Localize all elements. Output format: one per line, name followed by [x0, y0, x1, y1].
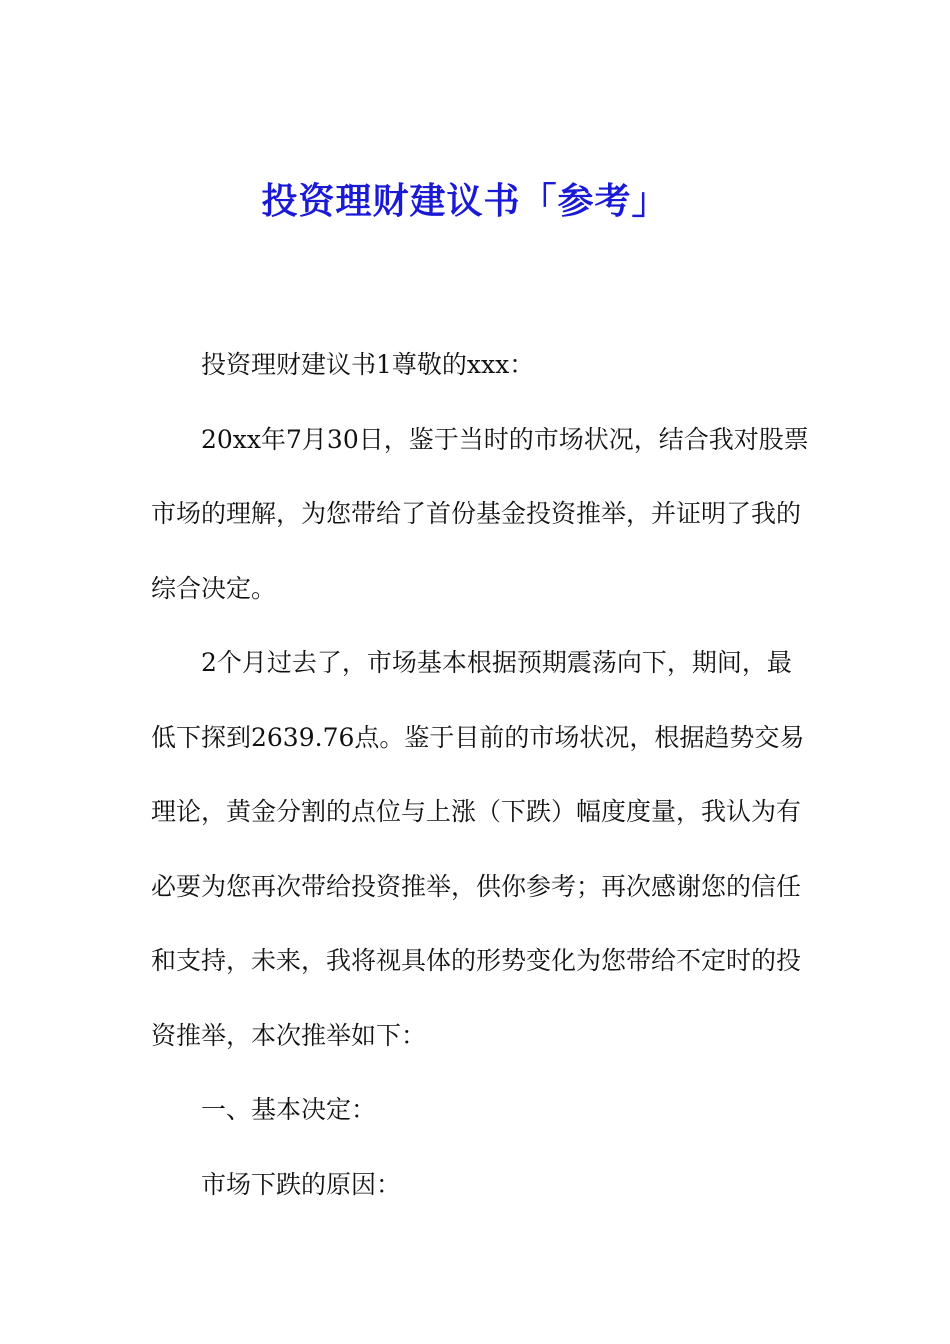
document-title: 投资理财建议书「参考」 — [261, 180, 669, 222]
document-body — [151, 328, 811, 1222]
paragraph-salutation: 投资理财建议书1尊敬的xxx： — [201, 350, 535, 379]
paragraph-decline-reasons: 市场下跌的原因： — [201, 1169, 402, 1199]
paragraph-market-review: 2个月过去了，市场基本根据预期震荡向下，期间，最低下探到2639.76点。鉴于目前的市场状况，根据趋势交易理论，黄金分割的点位与上涨（下跌）幅度度量，我认为有必要为您再次带给投资推举，供你参考；再次感谢您的信任和支持，未来，我将视具体的形势变化为您带给不定时的投资推举，本次推举如下： — [151, 648, 805, 1050]
paragraph-background: 20xx年7月30日，鉴于当时的市场状况，结合我对股票市场的理解，为您带给了首份基金投资推举，并证明了我的综合决定。 — [151, 424, 809, 603]
section-heading-basic-decision: 一、基本决定： — [201, 1095, 377, 1124]
